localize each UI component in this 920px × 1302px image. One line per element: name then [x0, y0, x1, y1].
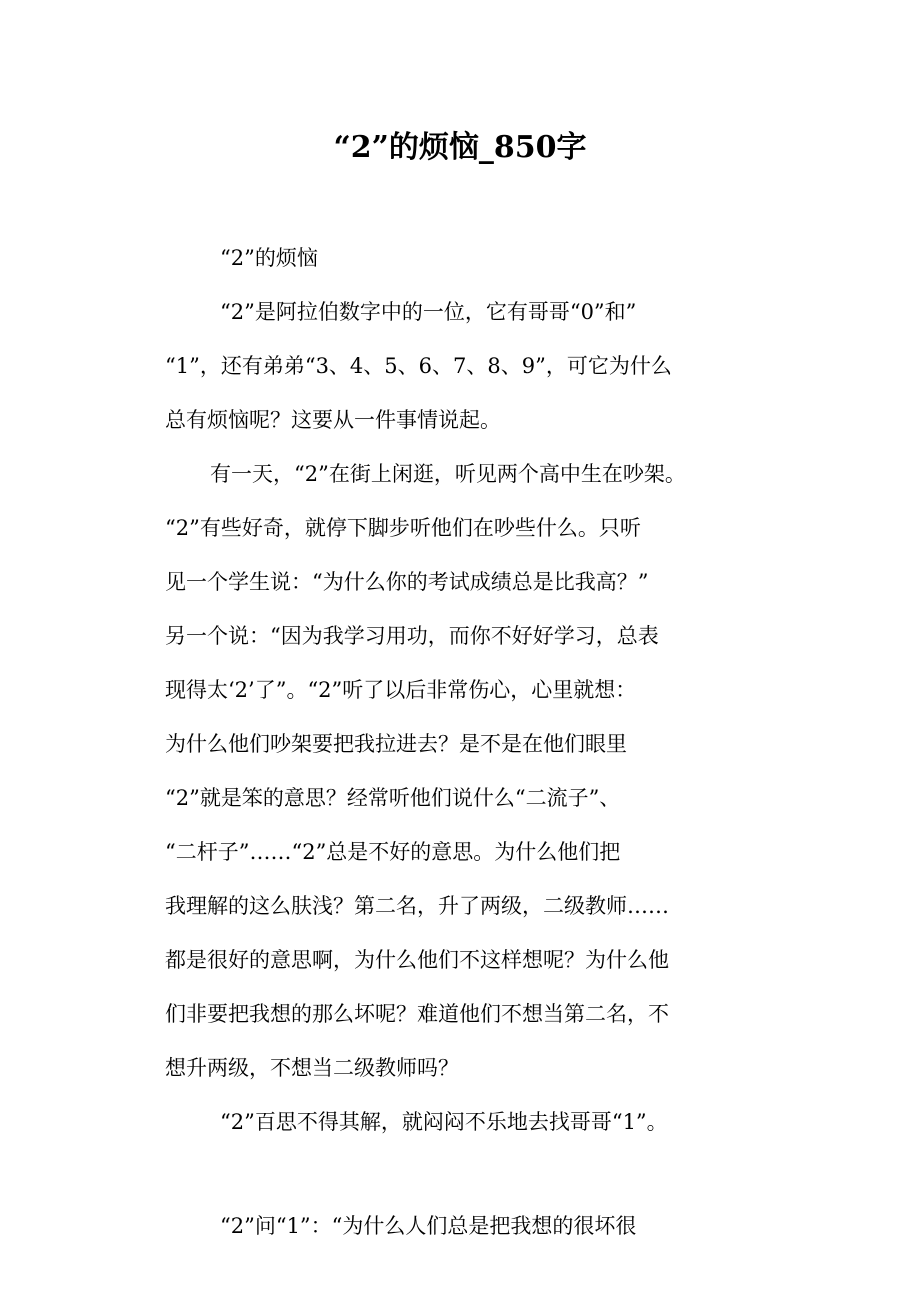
- text-line: 总有烦恼呢？这要从一件事情说起。: [165, 408, 501, 432]
- text-line: “2”百思不得其解，就闷闷不乐地去找哥哥“1”。: [220, 1110, 668, 1134]
- text-line: 现得太‘2’了”。“2”听了以后非常伤心，心里就想：: [165, 678, 637, 702]
- text-line: “2”问“1”：“为什么人们总是把我想的很坏很: [220, 1214, 637, 1238]
- text-line: 我理解的这么肤浅？第二名，升了两级，二级教师……: [165, 894, 669, 918]
- text-line: “1”，还有弟弟“3、4、5、6、7、8、9”，可它为什么: [165, 354, 672, 378]
- text-line: 都是很好的意思啊，为什么他们不这样想呢？为什么他: [165, 948, 669, 972]
- text-line: “2”有些好奇，就停下脚步听他们在吵些什么。只听: [165, 516, 641, 540]
- text-line: 见一个学生说：“为什么你的考试成绩总是比我高？”: [165, 570, 649, 594]
- text-line: 们非要把我想的那么坏呢？难道他们不想当第二名，不: [165, 1002, 669, 1026]
- page-title: “2”的烦恼_850字: [333, 130, 587, 165]
- text-line: “二杆子”……“2”总是不好的意思。为什么他们把: [165, 840, 621, 864]
- text-line: 想升两级，不想当二级教师吗？: [165, 1056, 459, 1080]
- text-line: 为什么他们吵架要把我拉进去？是不是在他们眼里: [165, 732, 627, 756]
- text-line: “2”是阿拉伯数字中的一位，它有哥哥“0”和”: [220, 300, 637, 324]
- text-line: “2”就是笨的意思？经常听他们说什么“二流子”、: [165, 786, 621, 810]
- text-line: “2”的烦恼: [220, 246, 318, 270]
- text-line: 有一天，“2”在街上闲逛，听见两个高中生在吵架。: [210, 462, 686, 486]
- text-line: 另一个说：“因为我学习用功，而你不好好学习，总表: [165, 624, 659, 648]
